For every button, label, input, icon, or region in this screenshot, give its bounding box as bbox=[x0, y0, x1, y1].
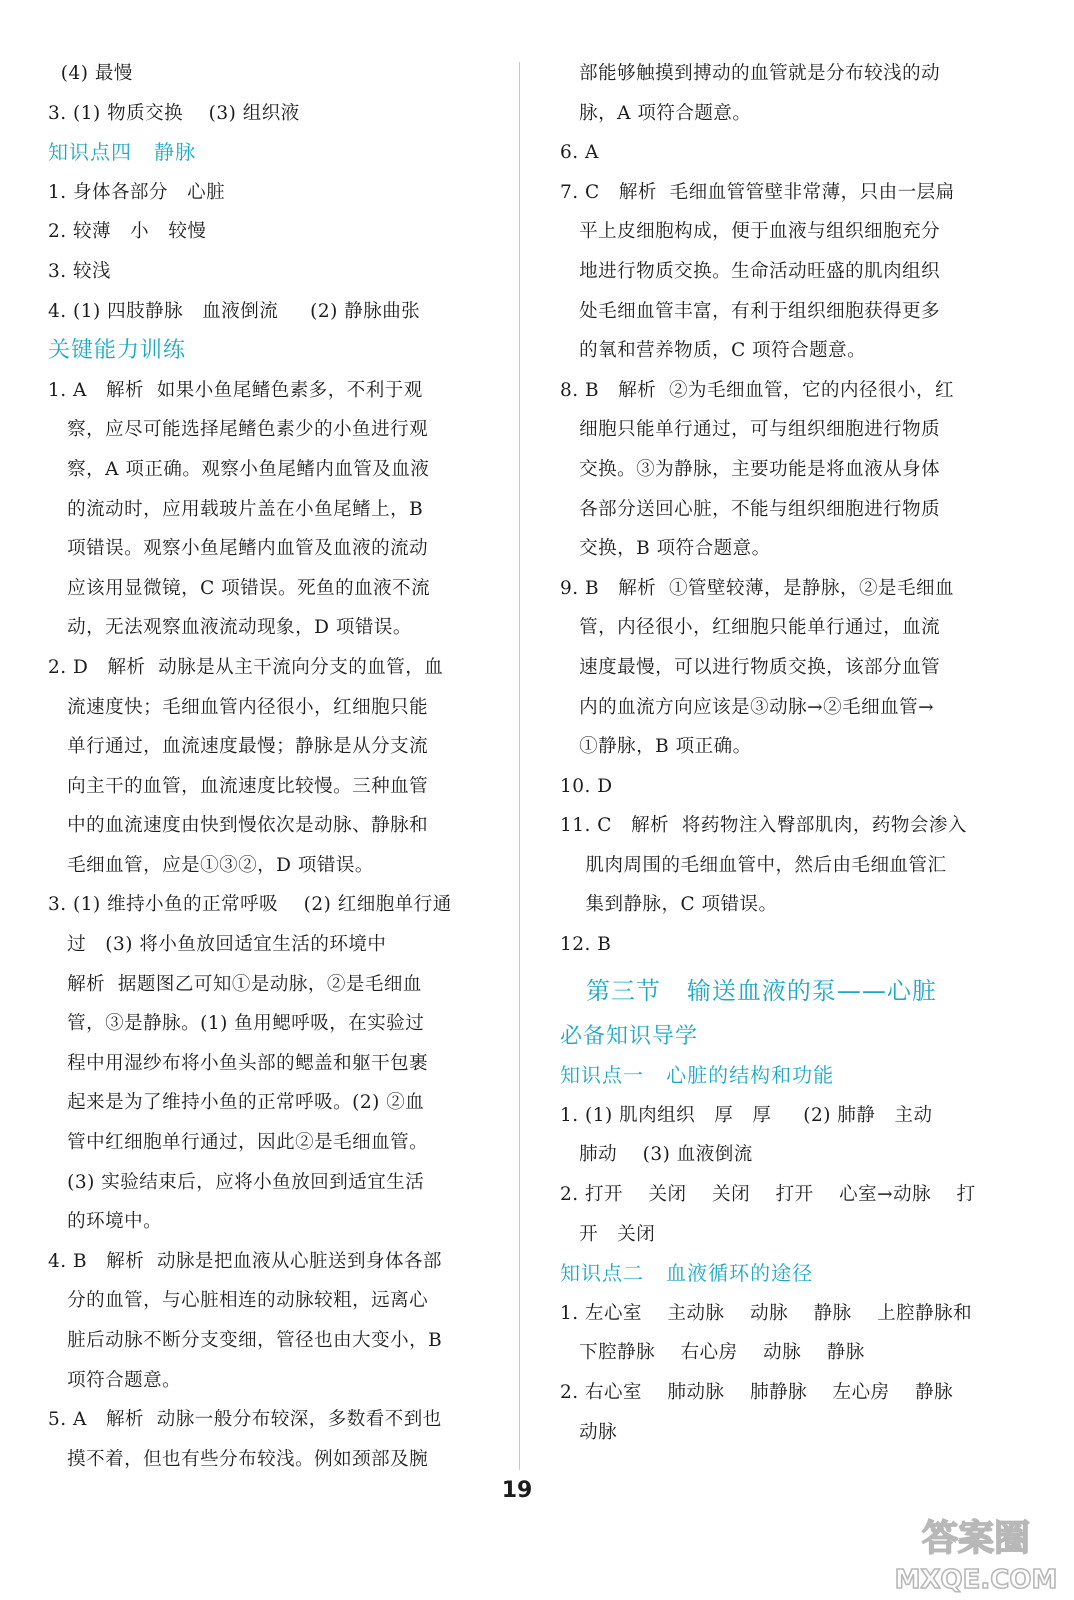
text-line: 单行通过，血流速度最慢；静脉是从分支流 bbox=[48, 736, 429, 758]
text-line: 地进行物质交换。生命活动旺盛的肌肉组织 bbox=[560, 260, 941, 282]
watermark-logo bbox=[876, 1506, 1072, 1596]
text-line: 管，③是静脉。(1) 鱼用鳃呼吸，在实验过 bbox=[48, 1013, 425, 1035]
section-heading: 关键能力训练 bbox=[48, 338, 187, 364]
text-line: 察，A 项正确。观察小鱼尾鳍内血管及血液 bbox=[48, 458, 430, 480]
section-heading: 必备知识导学 bbox=[560, 1023, 699, 1049]
text-line: 3. 较浅 bbox=[48, 260, 112, 282]
text-line: 摸不着，但也有些分布较浅。例如颈部及腕 bbox=[48, 1448, 429, 1470]
text-line: 2. 打开 关闭 关闭 打开 心室→动脉 打 bbox=[560, 1184, 976, 1206]
text-line: 管，内径很小，红细胞只能单行通过，血流 bbox=[560, 617, 941, 639]
text-line: 1. 身体各部分 心脏 bbox=[48, 181, 226, 203]
text-line: 速度最慢，可以进行物质交换，该部分血管 bbox=[560, 656, 941, 678]
text-line: (4) 最慢 bbox=[48, 63, 133, 84]
text-line: 的流动时，应用载玻片盖在小鱼尾鳍上，B bbox=[48, 498, 424, 520]
text-line: 12. B bbox=[560, 934, 612, 956]
text-line: 3. (1) 维持小鱼的正常呼吸 (2) 红细胞单行通 bbox=[48, 894, 452, 916]
text-line: 8. B 解析 ②为毛细血管，它的内径很小，红 bbox=[560, 379, 955, 401]
text-line: 4. (1) 四肢静脉 血液倒流 (2) 静脉曲张 bbox=[48, 300, 421, 322]
text-line: 下腔静脉 右心房 动脉 静脉 bbox=[560, 1342, 865, 1364]
text-line: 2. 较薄 小 较慢 bbox=[48, 221, 207, 243]
text-line: 集到静脉，C 项错误。 bbox=[560, 894, 778, 916]
text-line: 应该用显微镜，C 项错误。死鱼的血液不流 bbox=[48, 577, 431, 599]
text-line: 脉，A 项符合题意。 bbox=[560, 102, 752, 124]
text-line: 2. D 解析 动脉是从主干流向分支的血管，血 bbox=[48, 656, 444, 678]
text-line: 11. C 解析 将药物注入臀部肌肉，药物会渗入 bbox=[560, 815, 967, 837]
text-line: 流速度快；毛细血管内径很小，红细胞只能 bbox=[48, 696, 429, 718]
section-heading: 知识点一 心脏的结构和功能 bbox=[560, 1063, 835, 1088]
text-line: 交换。③为静脉，主要功能是将血液从身体 bbox=[560, 458, 941, 480]
text-line: 项符合题意。 bbox=[48, 1369, 182, 1391]
text-line: 向主干的血管，血流速度比较慢。三种血管 bbox=[48, 775, 429, 797]
text-line: 10. D bbox=[560, 775, 613, 797]
text-line: 细胞只能单行通过，可与组织细胞进行物质 bbox=[560, 419, 941, 441]
text-line: 3. (1) 物质交换 (3) 组织液 bbox=[48, 102, 300, 124]
text-line: 的环境中。 bbox=[48, 1211, 163, 1233]
text-line: 察，应尽可能选择尾鳍色素少的小鱼进行观 bbox=[48, 419, 429, 441]
text-line: 部能够触摸到搏动的血管就是分布较浅的动 bbox=[560, 63, 941, 84]
section-heading: 第三节 输送血液的泵——心脏 bbox=[586, 976, 937, 1005]
text-line: 9. B 解析 ①管壁较薄，是静脉，②是毛细血 bbox=[560, 577, 955, 599]
text-line: 动脉 bbox=[560, 1421, 618, 1443]
text-line: ①静脉，B 项正确。 bbox=[560, 736, 752, 758]
watermark-bottom: MXQE.COM bbox=[894, 1565, 1058, 1595]
text-line: 7. C 解析 毛细血管管壁非常薄，只由一层扁 bbox=[560, 181, 955, 203]
text-line: 起来是为了维持小鱼的正常呼吸。(2) ②血 bbox=[48, 1092, 425, 1114]
text-line: 1. (1) 肌肉组织 厚 厚 (2) 肺静 主动 bbox=[560, 1104, 933, 1126]
section-heading: 知识点二 血液循环的途径 bbox=[560, 1261, 814, 1286]
text-line: 分的血管，与心脏相连的动脉较粗，远离心 bbox=[48, 1290, 429, 1312]
text-line: 内的血流方向应该是③动脉→②毛细血管→ bbox=[560, 696, 935, 718]
text-line: 处毛细血管丰富，有利于组织细胞获得更多 bbox=[560, 300, 941, 322]
text-line: 毛细血管，应是①③②，D 项错误。 bbox=[48, 854, 374, 876]
left-column bbox=[48, 54, 486, 1479]
text-line: 2. 右心室 肺动脉 肺静脉 左心房 静脉 bbox=[560, 1382, 954, 1403]
text-line: 交换，B 项符合题意。 bbox=[560, 538, 771, 560]
text-line: (3) 实验结束后，应将小鱼放回到适宜生活 bbox=[48, 1171, 425, 1193]
text-line: 项错误。观察小鱼尾鳍内血管及血液的流动 bbox=[48, 538, 429, 560]
text-line: 程中用湿纱布将小鱼头部的鳃盖和躯干包裹 bbox=[48, 1052, 429, 1074]
text-line: 动，无法观察血液流动现象，D 项错误。 bbox=[48, 617, 412, 639]
text-line: 肌肉周围的毛细血管中，然后由毛细血管汇 bbox=[560, 854, 947, 876]
text-line: 肺动 (3) 血液倒流 bbox=[560, 1144, 753, 1166]
text-line: 各部分送回心脏，不能与组织细胞进行物质 bbox=[560, 498, 941, 520]
text-line: 5. A 解析 动脉一般分布较深，多数看不到也 bbox=[48, 1409, 442, 1431]
text-line: 4. B 解析 动脉是把血液从心脏送到身体各部 bbox=[48, 1250, 443, 1272]
text-line: 6. A bbox=[560, 142, 599, 164]
text-line: 平上皮细胞构成，便于血液与组织细胞充分 bbox=[560, 221, 941, 243]
text-line: 管中红细胞单行通过，因此②是毛细血管。 bbox=[48, 1132, 429, 1154]
page-number: 19 bbox=[501, 1478, 533, 1503]
text-line: 脏后动脉不断分支变细，管径也由大变小，B bbox=[48, 1330, 443, 1351]
watermark-top: 答案圈 bbox=[921, 1518, 1031, 1559]
section-heading: 知识点四 静脉 bbox=[48, 140, 197, 165]
text-line: 1. A 解析 如果小鱼尾鳍色素多，不利于观 bbox=[48, 379, 423, 401]
text-line: 解析 据题图乙可知①是动脉，②是毛细血 bbox=[48, 973, 422, 995]
right-column bbox=[560, 54, 998, 1452]
column-divider bbox=[519, 62, 520, 1470]
text-line: 1. 左心室 主动脉 动脉 静脉 上腔静脉和 bbox=[560, 1302, 973, 1324]
text-line: 过 (3) 将小鱼放回适宜生活的环境中 bbox=[48, 934, 387, 956]
text-line: 开 关闭 bbox=[560, 1223, 656, 1245]
text-line: 中的血流速度由快到慢依次是动脉、静脉和 bbox=[48, 815, 429, 837]
text-line: 的氧和营养物质，C 项符合题意。 bbox=[560, 340, 867, 362]
